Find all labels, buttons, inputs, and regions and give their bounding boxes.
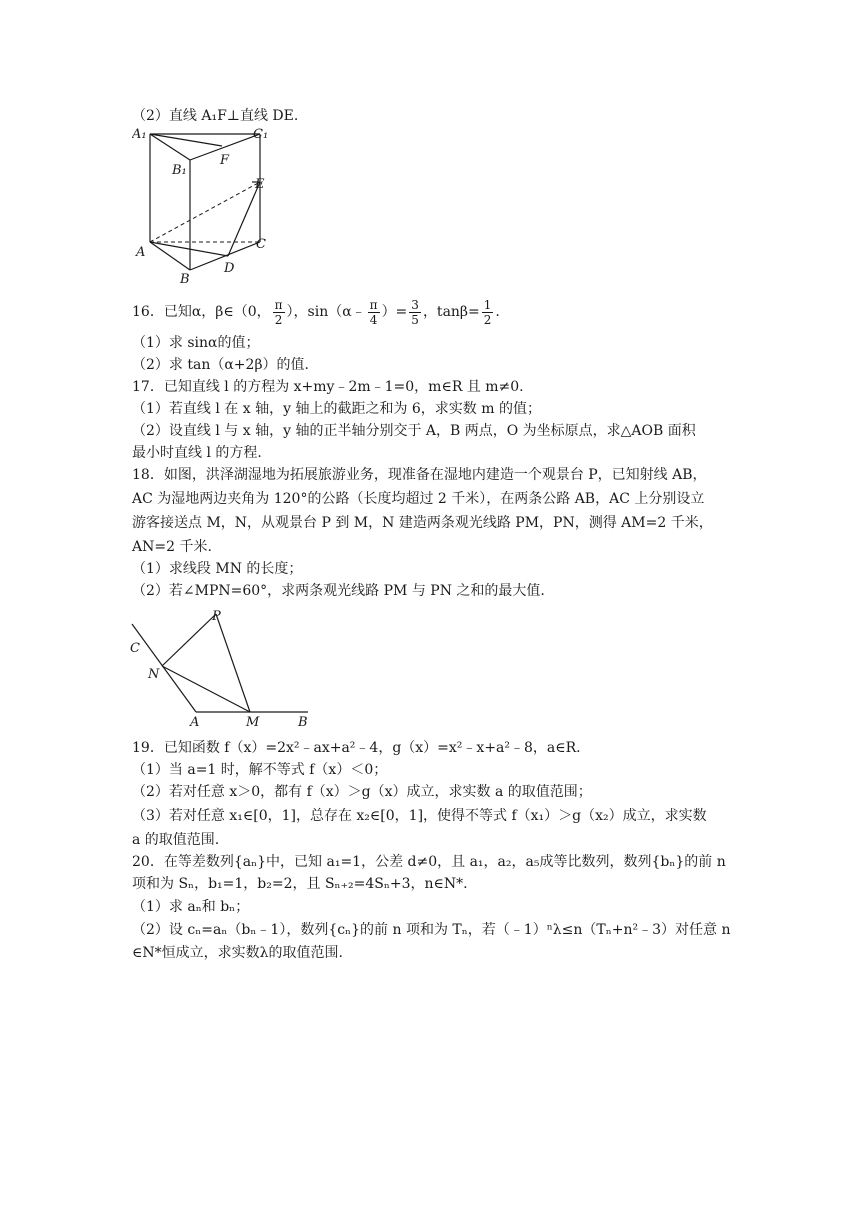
label-A: A [136,245,146,260]
q17-part2a: （2）设直线 l 与 x 轴，y 轴的正半轴分别交于 A，B 两点，O 为坐标原点，求△AOB 面积 [132,423,696,439]
q19-part1: （1）当 a=1 时，解不等式 f（x）＜0； [132,762,388,778]
fraction-pi-over-4: $\frac{\pi}{4}$ [369,297,378,327]
label-N: N [148,667,160,682]
q18-line2: AC 为湿地两边夹角为 120°的公路（长度均超过 2 千米），在两条公路 AB，AC 上分别设立 [132,491,705,507]
q16-part1: （1）求 sinα的值； [132,335,260,351]
q18-line1: 18．如图，洪泽湖湿地为拓展旅游业务，现准备在湿地内建造一个观景台 P，已知射线 AB， [132,467,707,483]
label-D: D [224,261,235,276]
q16-stem: 16．已知α，β∈（0， $\frac{\pi}{2}$ ），sin（α﹣ $\frac{\pi}{4}$ ）= $\frac{3}{5}$ ，tanβ= $\frac{1}{2}$ . [132,297,500,327]
road-figure [126,608,316,733]
road-diagram [126,608,316,733]
label-A1: A₁ [132,127,147,142]
q17-part2b: 最小时直线 l 的方程. [132,445,262,461]
label-M: M [246,715,260,730]
q16-prefix: 16．已知α，β∈（0， [132,304,271,320]
q20-line1: 20．在等差数列{aₙ}中，已知 a₁=1，公差 d≠0，且 a₁，a₂，a₅成等比数列，数列{bₙ}的前 n [132,854,726,870]
fraction-3-over-5: $\frac{3}{5}$ [411,297,419,327]
q17-part1: （1）若直线 l 在 x 轴，y 轴上的截距之和为 6，求实数 m 的值； [132,401,541,417]
q19-stem: 19．已知函数 f（x）=2x²﹣ax+a²﹣4，g（x）=x²﹣x+a²﹣8，a∈R. [132,740,581,756]
q18-line4: AN=2 千米. [132,539,212,555]
fraction-pi-over-2: $\frac{\pi}{2}$ [274,297,283,327]
q16-part2: （2）求 tan（α+2β）的值. [132,357,309,373]
q20-part2b: ∈N*恒成立，求实数λ的取值范围. [132,945,343,961]
q18-line3: 游客接送点 M，N，从观景台 P 到 M，N 建造两条观光线路 PM，PN，测得 AM=2 千米， [132,515,713,531]
label-F: F [220,153,230,168]
q17-stem: 17．已知直线 l 的方程为 x+my﹣2m﹣1=0，m∈R 且 m≠0. [132,379,524,395]
label-P: P [212,609,221,624]
label-C: C [130,641,140,656]
label-C: C [256,237,266,252]
q19-part3a: （3）若对任意 x₁∈[0，1]，总存在 x₂∈[0，1]，使得不等式 f（x₁）＞g（x₂）成立，求实数 [132,808,707,824]
label-B1: B₁ [172,163,187,178]
q20-part1: （1）求 aₙ和 bₙ； [132,899,250,915]
q18-part2: （2）若∠MPN=60°，求两条观光线路 PM 与 PN 之和的最大值. [132,583,545,599]
label-B: B [298,715,308,730]
prism-diagram [132,126,272,286]
q20-part2a: （2）设 cₙ=aₙ（bₙ﹣1），数列{cₙ}的前 n 项和为 Tₙ，若（﹣1）ⁿλ≤n（Tₙ+n²﹣3）对任意 n [132,922,731,938]
q18-part1: （1）求线段 MN 的长度； [132,561,303,577]
prism-figure [132,126,272,286]
q19-part2: （2）若对任意 x＞0，都有 f（x）＞g（x）成立，求实数 a 的取值范围； [132,784,592,800]
q15-part2: （2）直线 A₁F⊥直线 DE. [132,108,299,124]
fraction-1-over-2: $\frac{1}{2}$ [483,297,492,327]
label-C1: C₁ [253,127,269,142]
q19-part3b: a 的取值范围. [132,832,220,848]
label-E: E [255,177,265,192]
label-B: B [180,272,190,286]
label-A: A [190,715,200,730]
q20-line2: 项和为 Sₙ，b₁=1，b₂=2，且 Sₙ₊₂=4Sₙ+3，n∈N*. [132,876,468,892]
